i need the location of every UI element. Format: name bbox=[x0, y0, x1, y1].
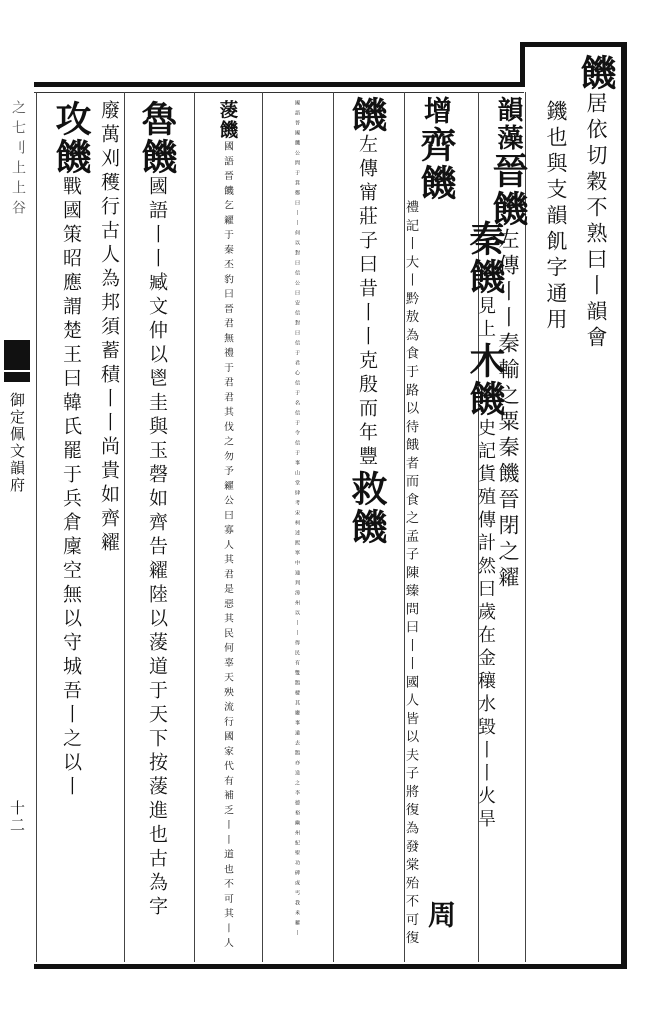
entry-head: 攻饑 bbox=[50, 100, 92, 176]
section-head: 韻藻 bbox=[493, 96, 523, 152]
book-title: 御定佩文韻府 bbox=[8, 392, 26, 494]
text-column bbox=[270, 100, 314, 940]
entry-head: 饑 bbox=[346, 96, 388, 134]
margin-top-text: 之七刂上上谷 bbox=[10, 100, 26, 220]
entry-head: 齊饑 bbox=[415, 126, 457, 202]
frame-inner-border bbox=[34, 92, 524, 93]
entry-head: 救饑 bbox=[346, 470, 388, 546]
frame-top-border bbox=[34, 82, 524, 87]
text-column bbox=[414, 96, 458, 202]
column-rule bbox=[333, 92, 334, 962]
text-column bbox=[418, 900, 462, 930]
entry-head: 木饑 bbox=[464, 342, 506, 418]
entry-head: 秦饑 bbox=[464, 220, 506, 296]
fishtail-mark-lower bbox=[4, 372, 30, 382]
column-text: 廢萬刈穫行古人為邦須蓄積丨丨尚貴如齊糴 bbox=[98, 100, 120, 556]
column-text: 史記貨殖傳計然曰歲在金穰水毀丨丨火旱 bbox=[475, 418, 496, 832]
column-text: 鐖也與支韻飢字通用 bbox=[544, 100, 568, 334]
entry-head: 晉饑 bbox=[487, 152, 529, 228]
section-head: 增 bbox=[420, 96, 453, 126]
entry-head: 蔆饑 bbox=[217, 100, 238, 141]
column-rule bbox=[194, 92, 195, 962]
column-text: 左傳甯莊子曰昔丨丨克殷而年豐 bbox=[356, 134, 378, 470]
column-text: 居依切穀不熟曰丨韻會 bbox=[584, 92, 608, 352]
column-rule bbox=[36, 92, 37, 962]
frame-bottom-border bbox=[34, 964, 626, 969]
frame-cap-top bbox=[524, 42, 627, 47]
page-number: 十二 bbox=[8, 800, 26, 834]
text-column bbox=[534, 100, 578, 334]
entry-head: 魯饑 bbox=[136, 100, 178, 176]
column-text: 戰國策昭應謂楚王曰韓氏罷于兵倉廩空無以守城吾丨之以丨 bbox=[60, 176, 82, 800]
text-column bbox=[458, 220, 506, 832]
column-text: 禮記丨大丨黔敖為食于路以待餓者而食之孟子陳臻問曰丨丨國人皆以夫子將復為發棠殆不可復 bbox=[403, 200, 418, 949]
text-column bbox=[130, 100, 178, 920]
text-column bbox=[574, 54, 618, 352]
section-head: 周 bbox=[424, 900, 457, 930]
text-column bbox=[200, 100, 244, 952]
column-text: 國語丨丨臧文仲以鬯圭與玉磬如齊告糴陸以蔆道于天下按蔆進也古為字 bbox=[146, 176, 168, 920]
text-column bbox=[384, 200, 428, 949]
column-text: 見上 bbox=[475, 296, 496, 342]
frame-cap-left bbox=[520, 42, 525, 87]
column-rule bbox=[262, 92, 263, 962]
column-text: 國語晉饑乞糴于秦丕豹曰晉君無禮于君君其伐之勿予糴公曰寡人其君是惡其民何辜天殃流行國家代有補乏丨丨道也不可其丨人 bbox=[222, 140, 233, 953]
text-column bbox=[44, 100, 92, 800]
fishtail-mark bbox=[4, 340, 30, 370]
text-column bbox=[340, 96, 388, 546]
frame-right-border bbox=[621, 42, 627, 969]
column-text: 國語晉國饑公問于箕鄭曰丨丨何以對曰信公曰安信對曰信于君心信于名信于令信于事山堂肆考宋柯述熙寧中通判漳州以丨丨得民有雙鵲棲其廳事遠去鵲亦送之李德裕幽州紀聖功碑或丐我米糴丨 bbox=[294, 100, 300, 940]
column-text: 左傳丨丨秦輸之粟秦饑晉閉之糴 bbox=[496, 228, 520, 592]
entry-head: 饑 bbox=[575, 54, 617, 92]
